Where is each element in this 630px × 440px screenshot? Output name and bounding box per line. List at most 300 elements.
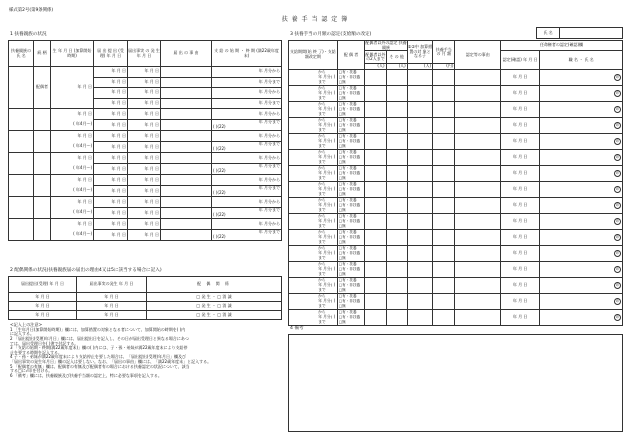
spouse-status[interactable] bbox=[337, 149, 365, 165]
reason-field[interactable] bbox=[161, 142, 212, 153]
change-reason[interactable] bbox=[455, 133, 501, 149]
amount-value[interactable] bbox=[433, 197, 455, 213]
period-start[interactable]: 年 月分から bbox=[212, 197, 282, 208]
report-date[interactable]: 年 月 日 bbox=[94, 219, 128, 230]
spouse-option-opt2[interactable]: □有・非扶養 bbox=[338, 202, 361, 207]
bonus-start[interactable]: ( 年4月～) bbox=[51, 164, 94, 175]
kids-count[interactable] bbox=[365, 197, 386, 213]
spouse-status[interactable] bbox=[337, 165, 365, 181]
spouse-option-opt2[interactable]: □有・非扶養 bbox=[338, 154, 361, 159]
spouse-option-opt2[interactable]: □有・非扶養 bbox=[338, 186, 361, 191]
approver-name[interactable] bbox=[540, 213, 623, 229]
spouse-option-opt3[interactable]: □無 bbox=[338, 159, 346, 164]
period-text[interactable]: 年 月分まで bbox=[212, 77, 282, 88]
change-reason[interactable] bbox=[455, 213, 501, 229]
period-start-year[interactable] bbox=[289, 197, 318, 213]
dependent-name[interactable] bbox=[9, 175, 34, 197]
spouse-option-opt3[interactable]: □無 bbox=[338, 175, 346, 180]
spouse-option-opt2[interactable]: □有・非扶養 bbox=[338, 218, 361, 223]
spouse-option-opt1[interactable]: □有・扶養 bbox=[338, 181, 357, 186]
special-count[interactable] bbox=[407, 133, 432, 149]
change-reason[interactable] bbox=[455, 261, 501, 277]
special-count[interactable] bbox=[407, 117, 432, 133]
spouse-option-opt2[interactable]: □有・非扶養 bbox=[338, 298, 361, 303]
kids-count[interactable] bbox=[365, 133, 386, 149]
event-date[interactable]: 年 月 日 bbox=[128, 208, 161, 219]
spouse-name[interactable] bbox=[9, 67, 34, 109]
seal-icon: 印 bbox=[615, 218, 620, 223]
special-count[interactable] bbox=[407, 213, 432, 229]
period-start[interactable]: 年 月分から bbox=[212, 109, 282, 120]
special-count[interactable] bbox=[407, 69, 432, 85]
bonus-start[interactable]: ( 年4月～) bbox=[51, 230, 94, 241]
approval-date[interactable]: 年 月 日 bbox=[501, 85, 540, 101]
period-end-text: 年 月分まで bbox=[258, 163, 280, 169]
spouse-table bbox=[8, 276, 282, 320]
period-text[interactable]: 年 月分まで bbox=[212, 98, 282, 109]
dependent-name[interactable] bbox=[9, 109, 34, 131]
change-reason[interactable] bbox=[455, 245, 501, 261]
spouse-option-opt1[interactable]: □有・扶養 bbox=[338, 85, 357, 90]
approver-name[interactable] bbox=[540, 133, 623, 149]
approval-date[interactable]: 年 月 日 bbox=[501, 101, 540, 117]
approval-date[interactable]: 年 月 日 bbox=[501, 117, 540, 133]
period-start-year[interactable] bbox=[289, 85, 318, 101]
approval-date[interactable]: 年 月 日 bbox=[501, 293, 540, 309]
kids-count[interactable] bbox=[365, 101, 386, 117]
amount-value[interactable] bbox=[433, 277, 455, 293]
kids-count[interactable] bbox=[365, 85, 386, 101]
spouse-option-opt3[interactable]: □無 bbox=[338, 287, 346, 292]
report-date[interactable]: 年 月 日 bbox=[94, 153, 128, 164]
bonus-start[interactable]: ( 年4月～) bbox=[51, 142, 94, 153]
approver-name[interactable] bbox=[540, 293, 623, 309]
event-date[interactable]: 年 月 日 bbox=[128, 109, 161, 120]
kids-count[interactable] bbox=[365, 213, 386, 229]
period-start-year[interactable] bbox=[289, 101, 318, 117]
spouse-status[interactable] bbox=[337, 101, 365, 117]
spouse-report-date[interactable]: 年 月 日 bbox=[9, 293, 77, 302]
spouse-option-opt2[interactable]: □有・非扶養 bbox=[338, 122, 361, 127]
approver-name[interactable] bbox=[540, 309, 623, 325]
spouse-option-opt1[interactable]: □有・扶養 bbox=[338, 277, 357, 282]
spouse-event-date[interactable]: 年 月 日 bbox=[77, 293, 147, 302]
kids-count[interactable] bbox=[365, 245, 386, 261]
period-end[interactable] bbox=[212, 208, 282, 219]
spouse-status[interactable] bbox=[337, 181, 365, 197]
period-end[interactable] bbox=[212, 120, 282, 131]
event-date[interactable]: 年 月 日 bbox=[128, 230, 161, 241]
change-reason[interactable] bbox=[455, 309, 501, 325]
spouse-status[interactable] bbox=[337, 133, 365, 149]
amount-value[interactable] bbox=[433, 309, 455, 325]
spouse-option-opt3[interactable]: □無 bbox=[338, 111, 346, 116]
reason-field[interactable] bbox=[161, 164, 212, 175]
spouse-option-opt3[interactable]: □無 bbox=[338, 79, 346, 84]
kids-count[interactable] bbox=[365, 165, 386, 181]
event-date[interactable]: 年 月 日 bbox=[128, 120, 161, 131]
period-start-year[interactable] bbox=[289, 245, 318, 261]
event-date[interactable]: 年 月 日 bbox=[128, 88, 161, 99]
approver-name[interactable] bbox=[540, 85, 623, 101]
spouse-status[interactable] bbox=[337, 261, 365, 277]
approver-name[interactable] bbox=[540, 181, 623, 197]
period-start-year[interactable] bbox=[289, 277, 318, 293]
spouse-status[interactable] bbox=[337, 197, 365, 213]
others-count[interactable] bbox=[386, 229, 407, 245]
bonus-start[interactable]: ( 年4月～) bbox=[51, 208, 94, 219]
others-count[interactable] bbox=[386, 149, 407, 165]
period-start-year[interactable] bbox=[289, 213, 318, 229]
spouse-option-opt3[interactable]: □無 bbox=[338, 239, 346, 244]
period-end[interactable] bbox=[212, 186, 282, 197]
report-date[interactable]: 年 月 日 bbox=[94, 120, 128, 131]
event-date[interactable]: 年 月 日 bbox=[128, 142, 161, 153]
event-date[interactable]: 年 月 日 bbox=[128, 164, 161, 175]
reason-field[interactable] bbox=[161, 208, 212, 219]
approver-name[interactable] bbox=[540, 229, 623, 245]
others-count[interactable] bbox=[386, 277, 407, 293]
approval-date[interactable]: 年 月 日 bbox=[501, 277, 540, 293]
change-reason[interactable] bbox=[455, 277, 501, 293]
dependent-relation[interactable] bbox=[34, 109, 51, 131]
spouse-status[interactable] bbox=[337, 213, 365, 229]
period-start-year[interactable] bbox=[289, 69, 318, 85]
period-start-year[interactable] bbox=[289, 133, 318, 149]
approval-date[interactable]: 年 月 日 bbox=[501, 181, 540, 197]
spouse-option-opt1[interactable]: □有・扶養 bbox=[338, 133, 357, 138]
period-start-year[interactable] bbox=[289, 149, 318, 165]
dependent-name[interactable] bbox=[9, 153, 34, 175]
change-reason[interactable] bbox=[455, 165, 501, 181]
spouse-option-opt3[interactable]: □無 bbox=[338, 143, 346, 148]
spouse-option-opt1[interactable]: □有・扶養 bbox=[338, 213, 357, 218]
special-count[interactable] bbox=[407, 197, 432, 213]
bonus-start[interactable]: ( 年4月～) bbox=[51, 120, 94, 131]
spouse-birth[interactable]: 年 月 日 bbox=[51, 67, 94, 109]
dependent-birth[interactable]: 年 月 日 bbox=[51, 109, 94, 120]
approver-name[interactable] bbox=[540, 117, 623, 133]
event-date[interactable]: 年 月 日 bbox=[128, 153, 161, 164]
special-count[interactable] bbox=[407, 309, 432, 325]
spouse-option-opt3[interactable]: □無 bbox=[338, 127, 346, 132]
report-date[interactable]: 年 月 日 bbox=[94, 77, 128, 88]
amount-value[interactable] bbox=[433, 85, 455, 101]
amount-value[interactable] bbox=[433, 293, 455, 309]
approval-date[interactable]: 年 月 日 bbox=[501, 229, 540, 245]
others-count[interactable] bbox=[386, 197, 407, 213]
change-reason[interactable] bbox=[455, 229, 501, 245]
col-period: 支 給 の 始 期 ・ 終 期 (満22歳年度末) bbox=[212, 41, 282, 67]
period-text[interactable]: 年 月分から bbox=[212, 67, 282, 78]
kids-count[interactable] bbox=[365, 261, 386, 277]
spouse-event-date[interactable]: 年 月 日 bbox=[77, 302, 147, 311]
report-date[interactable]: 年 月 日 bbox=[94, 142, 128, 153]
special-count[interactable] bbox=[407, 181, 432, 197]
reason-field[interactable] bbox=[161, 186, 212, 197]
spouse-status[interactable] bbox=[337, 85, 365, 101]
spouse-option-opt3[interactable]: □無 bbox=[338, 207, 346, 212]
reason-field[interactable] bbox=[161, 131, 212, 142]
spouse-relation-choice[interactable]: □ 発 生 ・ □ 消 滅 bbox=[147, 302, 282, 311]
reason-field[interactable] bbox=[161, 219, 212, 230]
event-date[interactable]: 年 月 日 bbox=[128, 67, 161, 78]
spouse-status[interactable] bbox=[337, 277, 365, 293]
spouse-option-opt1[interactable]: □有・扶養 bbox=[338, 309, 357, 314]
spouse-option-opt3[interactable]: □無 bbox=[338, 95, 346, 100]
spouse-option-opt2[interactable]: □有・非扶養 bbox=[338, 266, 361, 271]
report-date[interactable]: 年 月 日 bbox=[94, 186, 128, 197]
period-start-year[interactable] bbox=[289, 229, 318, 245]
approval-date[interactable]: 年 月 日 bbox=[501, 261, 540, 277]
change-reason[interactable] bbox=[455, 293, 501, 309]
spouse-option-opt1[interactable]: □有・扶養 bbox=[338, 293, 357, 298]
change-reason[interactable] bbox=[455, 101, 501, 117]
special-count[interactable] bbox=[407, 85, 432, 101]
approver-name[interactable] bbox=[540, 149, 623, 165]
reason-field[interactable] bbox=[161, 67, 212, 78]
others-count[interactable] bbox=[386, 261, 407, 277]
special-count[interactable] bbox=[407, 229, 432, 245]
report-date[interactable]: 年 月 日 bbox=[94, 230, 128, 241]
amount-value[interactable] bbox=[433, 69, 455, 85]
approver-name[interactable] bbox=[540, 165, 623, 181]
spouse-option-opt3[interactable]: □無 bbox=[338, 319, 346, 324]
spouse-option-opt1[interactable]: □有・扶養 bbox=[338, 261, 357, 266]
dependent-name[interactable] bbox=[9, 131, 34, 153]
others-count[interactable] bbox=[386, 85, 407, 101]
reason-field[interactable] bbox=[161, 77, 212, 88]
others-count[interactable] bbox=[386, 213, 407, 229]
spouse-status[interactable] bbox=[337, 229, 365, 245]
report-date[interactable]: 年 月 日 bbox=[94, 131, 128, 142]
bonus-start[interactable]: ( 年4月～) bbox=[51, 186, 94, 197]
others-count[interactable] bbox=[386, 245, 407, 261]
special-count[interactable] bbox=[407, 293, 432, 309]
change-reason[interactable] bbox=[455, 69, 501, 85]
event-date[interactable]: 年 月 日 bbox=[128, 175, 161, 186]
approval-date[interactable]: 年 月 日 bbox=[501, 165, 540, 181]
amount-value[interactable] bbox=[433, 117, 455, 133]
report-date[interactable]: 年 月 日 bbox=[94, 98, 128, 109]
amount-value[interactable] bbox=[433, 101, 455, 117]
spouse-option-opt3[interactable]: □無 bbox=[338, 191, 346, 196]
spouse-status[interactable] bbox=[337, 69, 365, 85]
spouse-option-opt2[interactable]: □有・非扶養 bbox=[338, 314, 361, 319]
spouse-relation-choice[interactable]: □ 発 生 ・ □ 消 滅 bbox=[147, 293, 282, 302]
spouse-option-opt3[interactable]: □無 bbox=[338, 303, 346, 308]
spouse-report-date[interactable]: 年 月 日 bbox=[9, 302, 77, 311]
approver-name[interactable] bbox=[540, 69, 623, 85]
dependent-relation[interactable] bbox=[34, 131, 51, 153]
period-paren-close: ) bbox=[332, 107, 337, 112]
special-count[interactable] bbox=[407, 165, 432, 181]
amount-value[interactable] bbox=[433, 165, 455, 181]
spouse-option-opt2[interactable]: □有・非扶養 bbox=[338, 170, 361, 175]
approval-date[interactable]: 年 月 日 bbox=[501, 245, 540, 261]
dependent-relation[interactable] bbox=[34, 197, 51, 219]
remarks-box[interactable] bbox=[288, 334, 623, 432]
reason-field[interactable] bbox=[161, 109, 212, 120]
reason-field[interactable] bbox=[161, 98, 212, 109]
others-count[interactable] bbox=[386, 181, 407, 197]
spouse-status[interactable] bbox=[337, 117, 365, 133]
event-date[interactable]: 年 月 日 bbox=[128, 219, 161, 230]
spouse-status[interactable] bbox=[337, 293, 365, 309]
change-reason[interactable] bbox=[455, 85, 501, 101]
unit-special: (人) bbox=[407, 64, 432, 70]
spouse-option-opt1[interactable]: □有・扶養 bbox=[338, 197, 357, 202]
spouse-option-opt2[interactable]: □有・非扶養 bbox=[338, 234, 361, 239]
reason-field[interactable] bbox=[161, 120, 212, 131]
event-date[interactable]: 年 月 日 bbox=[128, 77, 161, 88]
period-start-year[interactable] bbox=[289, 293, 318, 309]
dependent-birth[interactable]: 年 月 日 bbox=[51, 131, 94, 142]
period-text[interactable]: 年 月分から bbox=[212, 88, 282, 99]
period-end[interactable] bbox=[212, 230, 282, 241]
amount-value[interactable] bbox=[433, 133, 455, 149]
dependent-name[interactable] bbox=[9, 197, 34, 219]
dependent-birth[interactable]: 年 月 日 bbox=[51, 219, 94, 230]
special-count[interactable] bbox=[407, 101, 432, 117]
approval-date[interactable]: 年 月 日 bbox=[501, 149, 540, 165]
report-date[interactable]: 年 月 日 bbox=[94, 197, 128, 208]
event-date[interactable]: 年 月 日 bbox=[128, 131, 161, 142]
dependent-name[interactable] bbox=[9, 219, 34, 241]
kids-count[interactable] bbox=[365, 293, 386, 309]
kids-count[interactable] bbox=[365, 309, 386, 325]
special-count[interactable] bbox=[407, 261, 432, 277]
approver-name[interactable] bbox=[540, 245, 623, 261]
spouse-option-opt2[interactable]: □有・非扶養 bbox=[338, 74, 361, 79]
spouse-option-opt2[interactable]: □有・非扶養 bbox=[338, 106, 361, 111]
others-count[interactable] bbox=[386, 101, 407, 117]
dependent-relation[interactable] bbox=[34, 219, 51, 241]
period-start-year[interactable] bbox=[289, 309, 318, 325]
dependent-birth[interactable]: 年 月 日 bbox=[51, 197, 94, 208]
kids-count[interactable] bbox=[365, 229, 386, 245]
spouse-option-opt1[interactable]: □有・扶養 bbox=[338, 149, 357, 154]
dependent-birth[interactable]: 年 月 日 bbox=[51, 175, 94, 186]
approver-name[interactable] bbox=[540, 197, 623, 213]
approver-name[interactable] bbox=[540, 277, 623, 293]
amount-value[interactable] bbox=[433, 181, 455, 197]
spouse-option-opt1[interactable]: □有・扶養 bbox=[338, 229, 357, 234]
spouse-option-opt2[interactable]: □有・非扶養 bbox=[338, 138, 361, 143]
reason-field[interactable] bbox=[161, 153, 212, 164]
period-end[interactable] bbox=[212, 142, 282, 153]
change-reason[interactable] bbox=[455, 149, 501, 165]
reason-field[interactable] bbox=[161, 175, 212, 186]
dependent-birth[interactable]: 年 月 日 bbox=[51, 153, 94, 164]
dependent-relation[interactable] bbox=[34, 153, 51, 175]
spouse-option-opt2[interactable]: □有・非扶養 bbox=[338, 282, 361, 287]
reason-field[interactable] bbox=[161, 230, 212, 241]
approver-name[interactable] bbox=[540, 101, 623, 117]
others-count[interactable] bbox=[386, 309, 407, 325]
spouse-option-opt1[interactable]: □有・扶養 bbox=[338, 117, 357, 122]
kids-count[interactable] bbox=[365, 117, 386, 133]
period-start[interactable]: 年 月分から bbox=[212, 219, 282, 230]
approval-date[interactable]: 年 月 日 bbox=[501, 309, 540, 325]
event-date[interactable]: 年 月 日 bbox=[128, 186, 161, 197]
kids-count[interactable] bbox=[365, 181, 386, 197]
amount-value[interactable] bbox=[433, 245, 455, 261]
approval-date[interactable]: 年 月 日 bbox=[501, 197, 540, 213]
spouse-option-opt1[interactable]: □有・扶養 bbox=[338, 245, 357, 250]
spouse-option-opt1[interactable]: □有・扶養 bbox=[338, 165, 357, 170]
report-date[interactable]: 年 月 日 bbox=[94, 109, 128, 120]
approval-date[interactable]: 年 月 日 bbox=[501, 213, 540, 229]
approver-name[interactable] bbox=[540, 261, 623, 277]
kids-count[interactable] bbox=[365, 69, 386, 85]
reason-field[interactable] bbox=[161, 88, 212, 99]
spouse-option-opt2[interactable]: □有・非扶養 bbox=[338, 90, 361, 95]
others-count[interactable] bbox=[386, 133, 407, 149]
period-start-year[interactable] bbox=[289, 117, 318, 133]
spouse-option-opt3[interactable]: □無 bbox=[338, 255, 346, 260]
spouse-event-date[interactable]: 年 月 日 bbox=[77, 311, 147, 320]
event-date[interactable]: 年 月 日 bbox=[128, 98, 161, 109]
amount-value[interactable] bbox=[433, 229, 455, 245]
period-start[interactable]: 年 月分から bbox=[212, 175, 282, 186]
period-start-year[interactable] bbox=[289, 181, 318, 197]
spouse-option-opt2[interactable]: □有・非扶養 bbox=[338, 250, 361, 255]
name-box bbox=[536, 27, 623, 39]
dependent-relation[interactable] bbox=[34, 175, 51, 197]
period-start[interactable]: 年 月分から bbox=[212, 153, 282, 164]
others-count[interactable] bbox=[386, 165, 407, 181]
period-start[interactable]: 年 月分から bbox=[212, 131, 282, 142]
report-date[interactable]: 年 月 日 bbox=[94, 67, 128, 78]
others-count[interactable] bbox=[386, 117, 407, 133]
special-count[interactable] bbox=[407, 245, 432, 261]
report-date[interactable]: 年 月 日 bbox=[94, 164, 128, 175]
name-field[interactable] bbox=[560, 28, 623, 39]
period-start-year[interactable] bbox=[289, 261, 318, 277]
report-date[interactable]: 年 月 日 bbox=[94, 88, 128, 99]
event-date[interactable]: 年 月 日 bbox=[128, 197, 161, 208]
kids-count[interactable] bbox=[365, 277, 386, 293]
spouse-option-opt1[interactable]: □有・扶養 bbox=[338, 69, 357, 74]
report-date[interactable]: 年 月 日 bbox=[94, 208, 128, 219]
reason-field[interactable] bbox=[161, 197, 212, 208]
others-count[interactable] bbox=[386, 293, 407, 309]
spouse-option-opt1[interactable]: □有・扶養 bbox=[338, 101, 357, 106]
change-reason[interactable] bbox=[455, 197, 501, 213]
spouse-relation-choice[interactable]: □ 発 生 ・ □ 消 滅 bbox=[147, 311, 282, 320]
special-count[interactable] bbox=[407, 277, 432, 293]
change-reason[interactable] bbox=[455, 117, 501, 133]
spouse-report-date[interactable]: 年 月 日 bbox=[9, 311, 77, 320]
others-count[interactable] bbox=[386, 69, 407, 85]
kids-count[interactable] bbox=[365, 149, 386, 165]
period-end[interactable] bbox=[212, 164, 282, 175]
amount-value[interactable] bbox=[433, 213, 455, 229]
spouse-option-opt3[interactable]: □無 bbox=[338, 223, 346, 228]
approval-date[interactable]: 年 月 日 bbox=[501, 69, 540, 85]
special-count[interactable] bbox=[407, 149, 432, 165]
amount-value[interactable] bbox=[433, 149, 455, 165]
report-date[interactable]: 年 月 日 bbox=[94, 175, 128, 186]
approval-date[interactable]: 年 月 日 bbox=[501, 133, 540, 149]
change-reason[interactable] bbox=[455, 181, 501, 197]
amount-value[interactable] bbox=[433, 261, 455, 277]
spouse-status[interactable] bbox=[337, 245, 365, 261]
spouse-option-opt3[interactable]: □無 bbox=[338, 271, 346, 276]
period-start-year[interactable] bbox=[289, 165, 318, 181]
spouse-status[interactable] bbox=[337, 309, 365, 325]
